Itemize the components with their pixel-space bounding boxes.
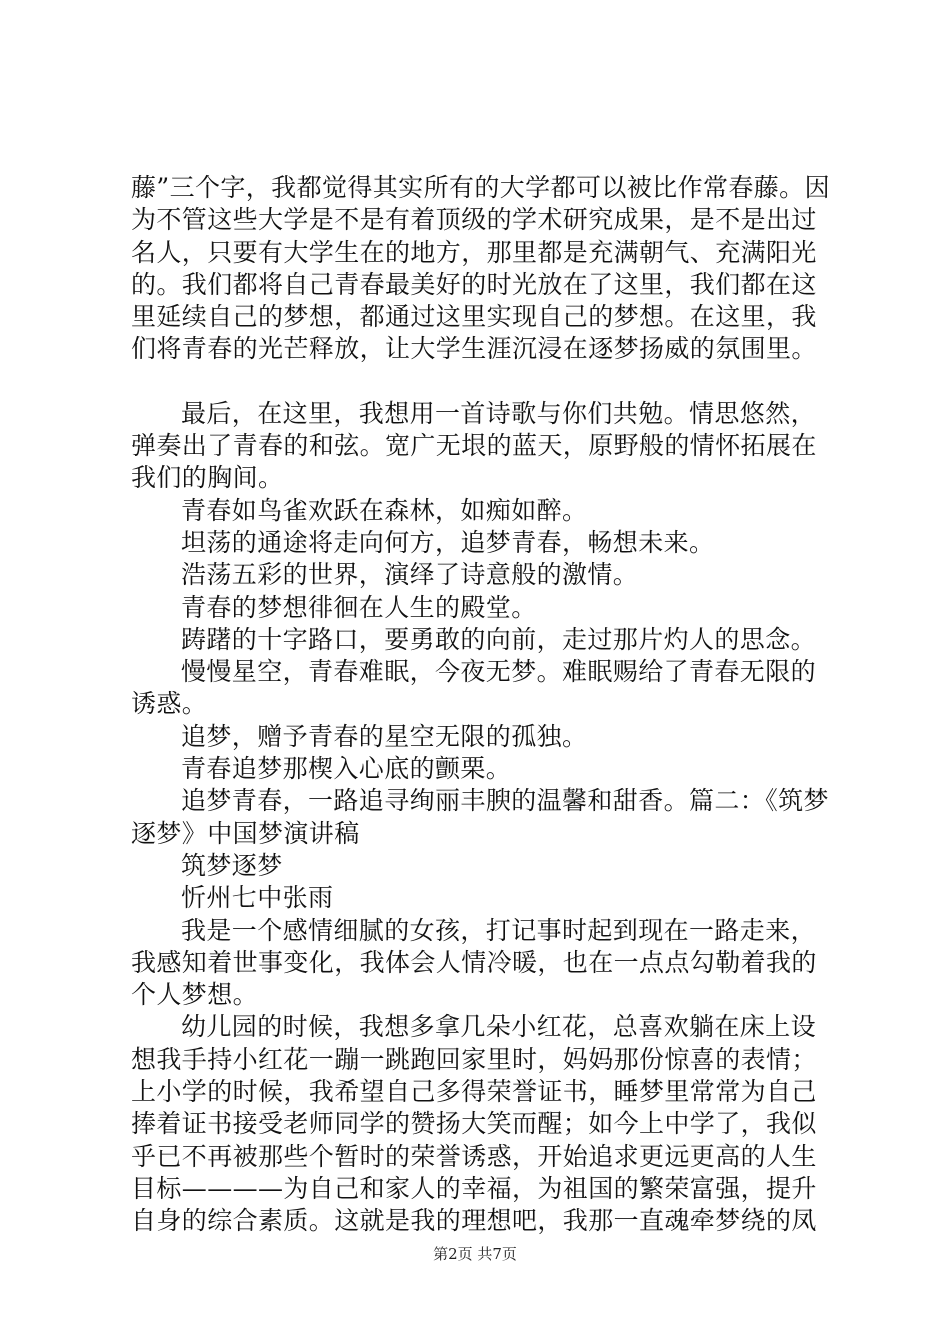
- paragraph-poem-intro: 最后，在这里，我想用一首诗歌与你们共勉。情思悠然，弹奏出了青春的和弦。宽广无垠的蓝天，原野般的情怀拓展在我们的胸间。: [131, 398, 817, 493]
- paragraph: 幼儿园的时候，我想多拿几朵小红花，总喜欢躺在床上设想我手持小红花一蹦一跳跑回家里时，妈妈那份惊喜的表情；上小学的时候，我希望自己多得荣誉证书，睡梦里常常为自己捧着证书接受老师同学的赞扬大笑而醒；如今上中学了，我似乎已不再被那些个暂时的荣誉诱惑，开始追求更远更高的人生目标————为自己和家人的幸福，为祖国的繁荣富强，提升自身的综合素质。这就是我的理想吧，我那一直魂牵梦绕的凤: [131, 1012, 817, 1236]
- document-body: [131, 172, 831, 1238]
- paragraph-gap: [131, 366, 831, 398]
- speech-title: 筑梦逐梦: [181, 850, 283, 880]
- poem-line: 青春如鸟雀欢跃在森林，如痴如醉。: [181, 495, 588, 525]
- poem-line: 踌躇的十字路口，要勇敢的向前，走过那片灼人的思念。: [181, 624, 817, 654]
- poem-line: 青春追梦那楔入心底的颤栗。: [181, 754, 512, 784]
- poem-line-with-section-heading: 追梦青春，一路追寻绚丽丰腴的温馨和甜香。篇二：《筑梦逐梦》中国梦演讲稿: [131, 786, 829, 848]
- poem-line: 坦荡的通途将走向何方，追梦青春，畅想未来。: [181, 527, 715, 557]
- poem-line: 浩荡五彩的世界，演绎了诗意般的激情。: [181, 560, 639, 590]
- page-number-footer: 第2页 共7页: [433, 1245, 517, 1263]
- paragraph-continuation: 藤”三个字，我都觉得其实所有的大学都可以被比作常春藤。因为不管这些大学是不是有着顶级的学术研究成果，是不是出过名人，只要有大学生在的地方，那里都是充满朝气、充满阳光的。我们都将自己青春最美好的时光放在了这里，我们都在这里延续自己的梦想，都通过这里实现自己的梦想。在这里，我们将青春的光芒释放，让大学生涯沉浸在逐梦扬威的氛围里。: [131, 173, 830, 364]
- paragraph: 我是一个感情细腻的女孩，打记事时起到现在一路走来，我感知着世事变化，我体会人情冷暖，也在一点点勾勒着我的个人梦想。: [131, 915, 817, 1010]
- poem-line: 慢慢星空，青春难眠，今夜无梦。难眠赐给了青春无限的诱惑。: [131, 657, 817, 719]
- speech-author: 忻州七中张雨: [181, 883, 334, 913]
- poem-line: 追梦，赠予青春的星空无限的孤独。: [181, 721, 588, 751]
- poem-line: 青春的梦想徘徊在人生的殿堂。: [181, 592, 537, 622]
